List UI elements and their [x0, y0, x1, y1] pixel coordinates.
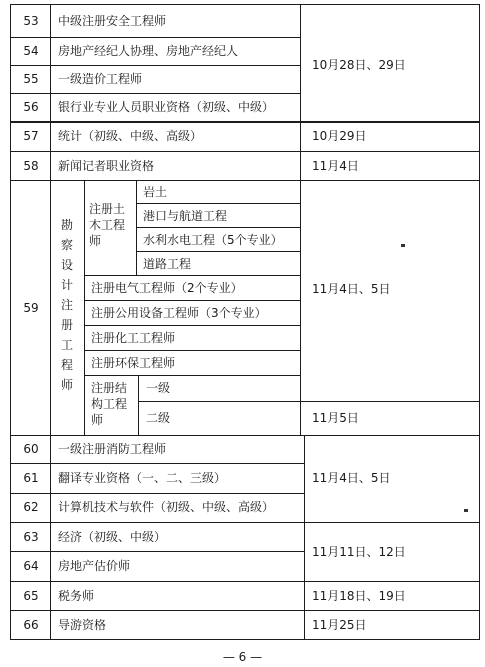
r59-group-divider	[84, 180, 85, 435]
r59-struct-sub: 一级	[146, 381, 171, 395]
row-number: 63	[23, 530, 39, 544]
table-border-right	[479, 4, 480, 639]
r59-sub-divider	[136, 227, 300, 228]
column-divider-number	[50, 4, 51, 639]
qualification-name: 房地产估价师	[58, 559, 131, 573]
exam-date: 11月4日、5日	[312, 471, 391, 485]
row-divider	[10, 151, 480, 152]
r59-civil-label: 注册土木工程师	[89, 202, 126, 248]
row-divider	[50, 65, 300, 66]
row-divider	[50, 93, 300, 94]
exam-date: 11月11日、12日	[312, 545, 406, 559]
exam-date: 11月25日	[312, 618, 367, 632]
column-divider-date	[300, 4, 301, 180]
qualification-name: 中级注册安全工程师	[58, 14, 167, 28]
row-number: 54	[23, 44, 39, 58]
row-number: 61	[23, 471, 39, 485]
row-divider	[10, 65, 50, 66]
r59-civil-sub: 水利水电工程（5个专业）	[143, 233, 283, 247]
row-divider	[50, 37, 300, 38]
scan-speck	[401, 244, 405, 247]
r59-civil-sub: 岩土	[143, 185, 168, 199]
qualification-name: 税务师	[58, 589, 95, 603]
row-divider	[10, 463, 304, 464]
r59-electrical: 注册电气工程师（2个专业）	[91, 281, 243, 295]
table-border-top	[10, 4, 480, 5]
table-border-left	[10, 4, 11, 639]
r59-sub-divider	[84, 375, 300, 376]
r59-struct-divider	[138, 375, 139, 435]
r59-env: 注册环保工程师	[91, 356, 176, 370]
row-number: 60	[23, 442, 39, 456]
r59-utility: 注册公用设备工程师（3个专业）	[91, 306, 267, 320]
row-number: 59	[23, 301, 39, 315]
r59-chemical: 注册化工工程师	[91, 331, 176, 345]
r59-sub-divider	[84, 300, 300, 301]
row-number: 66	[23, 618, 39, 632]
row-divider	[10, 121, 480, 123]
row-divider	[10, 581, 480, 582]
exam-date: 11月5日	[312, 411, 359, 425]
r59-struct-sub: 二级	[146, 411, 171, 425]
exam-date: 11月4日、5日	[312, 282, 391, 296]
row-number: 65	[23, 589, 39, 603]
exam-date: 10月29日	[312, 129, 367, 143]
row-divider	[10, 522, 480, 523]
page-number: — 6 —	[222, 650, 263, 664]
r59-group-label: 勘 察 设 计 注 册 工 程 师	[60, 218, 73, 392]
table-border-bottom	[10, 639, 480, 640]
r59-sub-divider	[84, 350, 300, 351]
qualification-name: 导游资格	[58, 618, 107, 632]
qualification-name: 一级造价工程师	[58, 72, 143, 86]
row-number: 53	[23, 14, 39, 28]
row-number: 56	[23, 100, 39, 114]
qualification-name: 翻译专业资格（一、二、三级）	[58, 471, 227, 485]
r59-struct-sub-divider	[138, 401, 480, 402]
qualification-name: 新闻记者职业资格	[58, 159, 155, 173]
row-number: 57	[23, 129, 39, 143]
r59-struct-label: 注册结构工程师	[91, 381, 128, 427]
row-number: 62	[23, 500, 39, 514]
r59-sub-divider	[84, 325, 300, 326]
r59-civil-sub: 道路工程	[143, 257, 192, 271]
scan-speck	[464, 509, 468, 512]
row-divider	[10, 610, 480, 611]
qualification-name: 经济（初级、中级）	[58, 530, 167, 544]
qualification-name: 计算机技术与软件（初级、中级、高级）	[58, 500, 275, 514]
row-divider	[10, 37, 50, 38]
column-divider-date-lower	[304, 435, 305, 639]
row-divider	[10, 93, 50, 94]
r59-sub-divider	[136, 251, 300, 252]
column-divider-date-59	[300, 180, 301, 435]
r59-sub-divider	[84, 275, 300, 276]
exam-date: 11月4日	[312, 159, 359, 173]
r59-sub-divider	[136, 203, 300, 204]
exam-date: 10月28日、29日	[312, 58, 406, 72]
row-divider	[10, 180, 480, 181]
qualification-name: 一级注册消防工程师	[58, 442, 167, 456]
row-number: 55	[23, 72, 39, 86]
row-divider	[10, 493, 304, 494]
row-number: 58	[23, 159, 39, 173]
row-divider	[10, 551, 304, 552]
qualification-name: 统计（初级、中级、高级）	[58, 129, 203, 143]
qualification-name: 银行业专业人员职业资格（初级、中级）	[58, 100, 275, 114]
row-divider	[10, 435, 480, 436]
row-number: 64	[23, 559, 39, 573]
exam-date: 11月18日、19日	[312, 589, 406, 603]
qualification-name: 房地产经纪人协理、房地产经纪人	[58, 44, 239, 58]
r59-civil-sub: 港口与航道工程	[143, 209, 228, 223]
